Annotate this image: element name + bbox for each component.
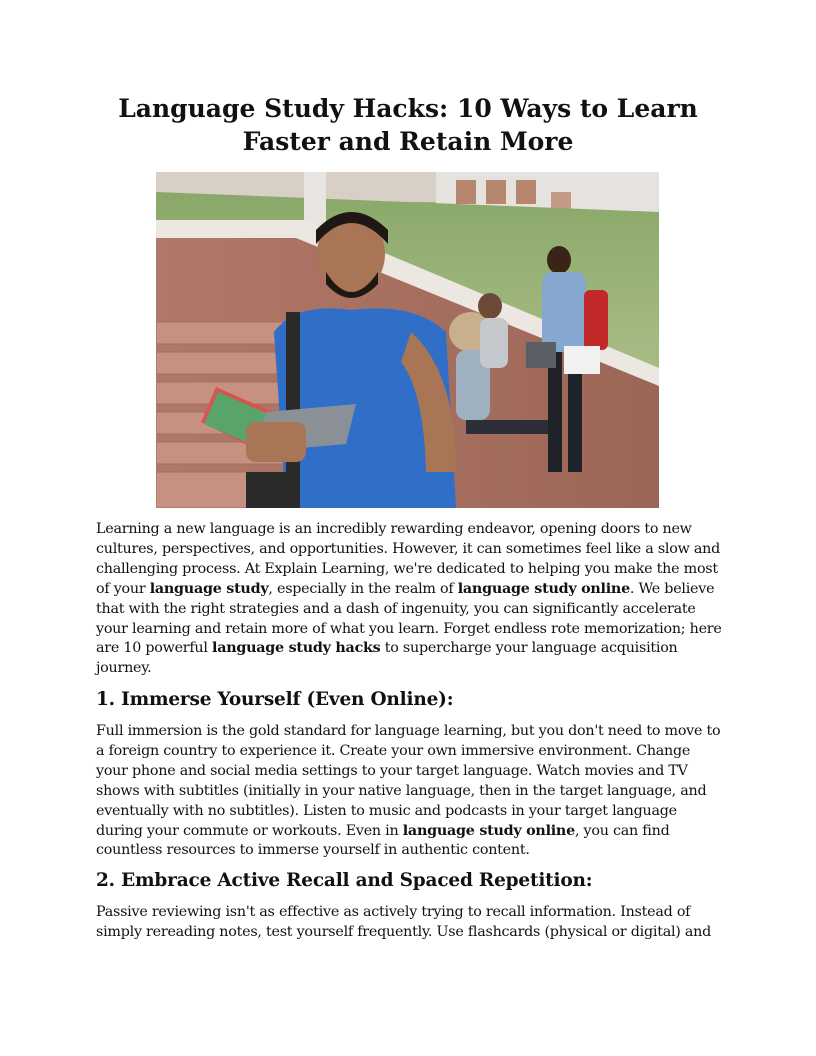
keyword: language study hacks xyxy=(212,640,381,657)
section-2-paragraph: Passive reviewing isn't as effective as actively trying to recall information. Instead of simply rereading notes, test yourself frequently. Use flashcards (physical or digital) and xyxy=(96,904,712,940)
intro-paragraph: Learning a new language is an incredibly rewarding endeavor, opening doors to new cultures, perspectives, and opportunities. However, it can sometimes feel like a slow and challenging process. At Explain Learning, we're dedicated to helping you make the most of your language study, especially in the realm of language study online. We believe that with the right strategies and a dash of ingenuity, you can significantly accelerate your learning and retain more of what you learn. Forget endless rote memorization; here are 10 powerful language study hacks to supercharge your language acquisition journey. xyxy=(96,521,722,677)
title-line-1: Language Study Hacks: 10 Ways to Learn xyxy=(118,94,698,123)
section-1-heading: 1. Immerse Yourself (Even Online): xyxy=(96,689,454,710)
hero-image xyxy=(156,172,659,508)
keyword: language study online xyxy=(457,580,630,597)
section-2-heading: 2. Embrace Active Recall and Spaced Repetition: xyxy=(96,870,593,891)
title-line-2: Faster and Retain More xyxy=(242,127,574,156)
article-title xyxy=(96,92,720,158)
students-studying-photo-icon xyxy=(156,172,659,508)
section-1-paragraph: Full immersion is the gold standard for language learning, but you don't need to move to a foreign country to experience it. Create your own immersive environment. Change your phone and social media settings to your target language. Watch movies and TV shows with subtitles (initially in your native language, then in the target language, and eventually with no subtitles). Listen to music and podcasts in your target language during your commute or workouts. Even in language study online, you can find countless resources to immerse yourself in authentic content. xyxy=(96,723,721,859)
keyword: language study online xyxy=(402,822,575,839)
keyword: language study xyxy=(149,580,269,597)
